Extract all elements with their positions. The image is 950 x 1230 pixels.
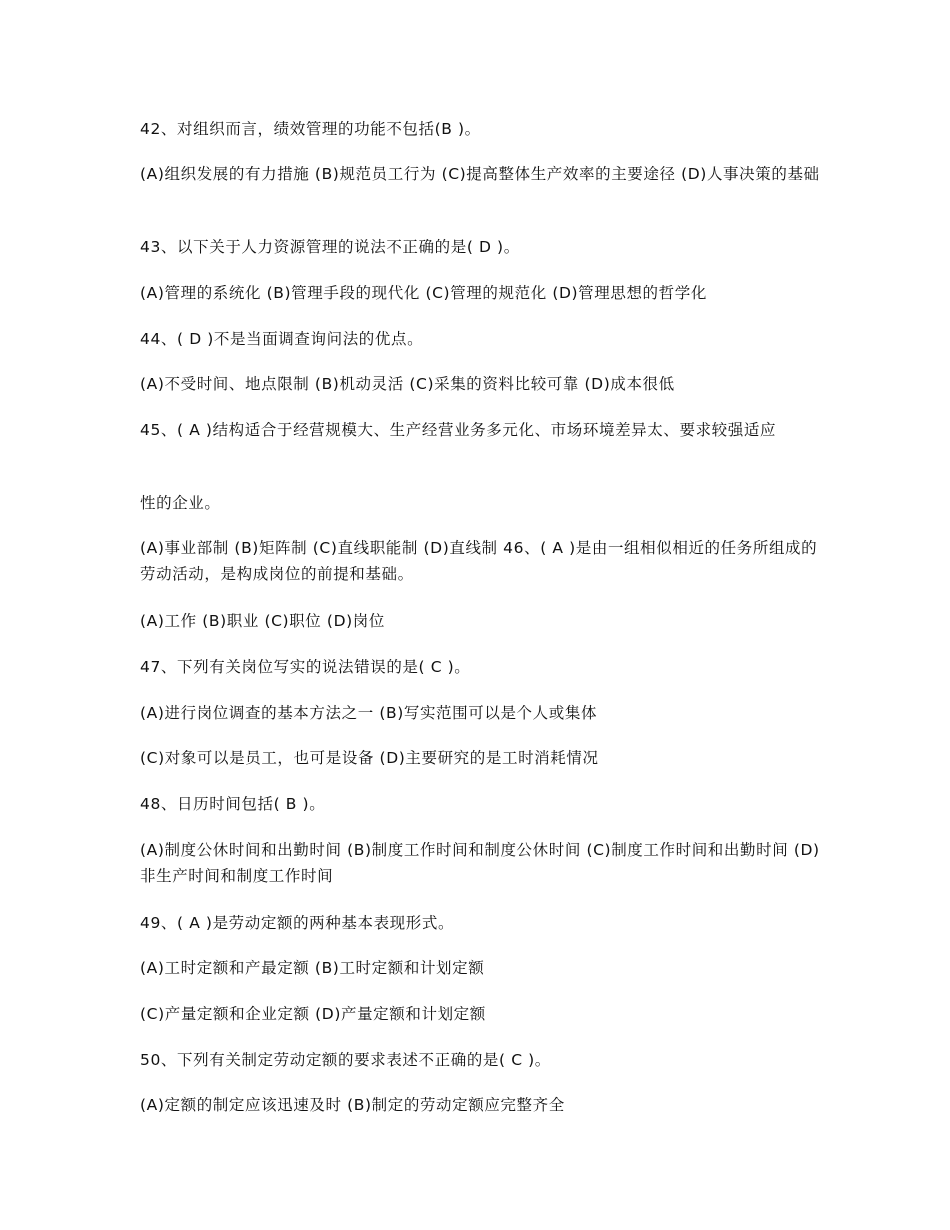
question-45-continuation: 性的企业。: [140, 494, 221, 512]
question-47-options-ab: (A)进行岗位调查的基本方法之一 (B)写实范围可以是个人或集体: [140, 704, 598, 722]
question-49-options-ab: (A)工时定额和产最定额 (B)工时定额和计划定额: [140, 959, 485, 977]
question-49-options-cd: (C)产量定额和企业定额 (D)产量定额和计划定额: [140, 1005, 486, 1023]
question-44: 44、( D )不是当面调查询问法的优点。: [140, 330, 424, 348]
question-45: 45、( A )结构适合于经营规模大、生产经营业务多元化、市场环境差异太、要求较强适应: [140, 421, 777, 439]
question-48: 48、日历时间包括( B )。: [140, 795, 326, 813]
question-45-options-and-46: (A)事业部制 (B)矩阵制 (C)直线职能制 (D)直线制 46、( A )是由一组相似相近的任务所组成的劳动活动，是构成岗位的前提和基础。: [140, 539, 818, 583]
question-50: 50、下列有关制定劳动定额的要求表述不正确的是( C )。: [140, 1051, 551, 1069]
question-47: 47、下列有关岗位写实的说法错误的是( C )。: [140, 658, 471, 676]
question-48-options: (A)制度公休时间和出勤时间 (B)制度工作时间和制度公休时间 (C)制度工作时间和出勤时间 (D)非生产时间和制度工作时间: [140, 841, 820, 885]
question-44-options: (A)不受时间、地点限制 (B)机动灵活 (C)采集的资料比较可靠 (D)成本很低: [140, 375, 675, 393]
question-46-options: (A)工作 (B)职业 (C)职位 (D)岗位: [140, 612, 385, 630]
question-42: 42、对组织而言，绩效管理的功能不包括(B )。: [140, 120, 481, 138]
question-47-options-cd: (C)对象可以是员工，也可是设备 (D)主要研究的是工时消耗情况: [140, 749, 599, 767]
question-49: 49、( A )是劳动定额的两种基本表现形式。: [140, 914, 455, 932]
question-50-options-ab: (A)定额的制定应该迅速及时 (B)制定的劳动定额应完整齐全: [140, 1096, 565, 1114]
question-43-options: (A)管理的系统化 (B)管理手段的现代化 (C)管理的规范化 (D)管理思想的哲学化: [140, 284, 707, 302]
question-43: 43、以下关于人力资源管理的说法不正确的是( D )。: [140, 238, 520, 256]
question-42-options: (A)组织发展的有力措施 (B)规范员工行为 (C)提高整体生产效率的主要途径 (D)人事决策的基础: [140, 165, 820, 183]
